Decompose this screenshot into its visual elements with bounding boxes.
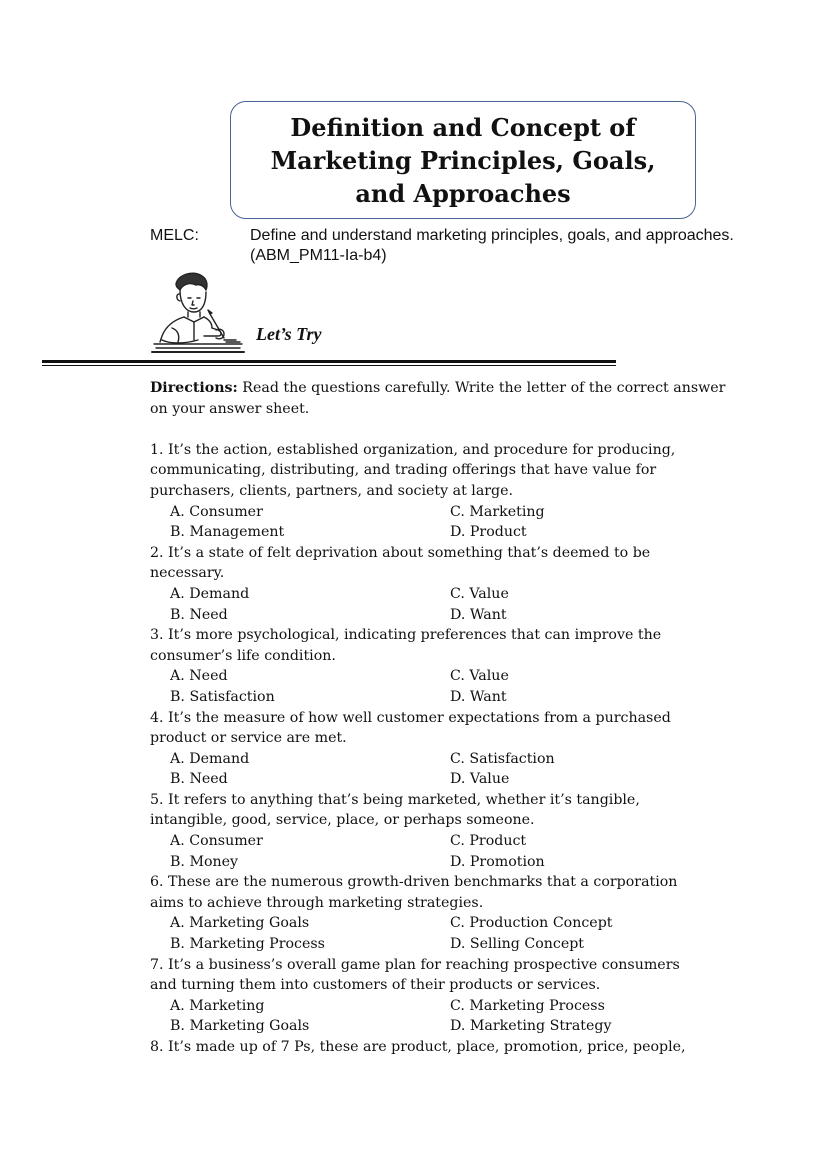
option-c: C. Product — [450, 833, 527, 850]
option-c: C. Production Concept — [450, 915, 613, 932]
option-d: D. Promotion — [450, 853, 545, 870]
option-b: B. Management — [170, 524, 285, 541]
question-line: intangible, good, service, place, or perhaps someone. — [150, 812, 535, 829]
option-a: A. Demand — [170, 750, 250, 767]
option-d: D. Selling Concept — [450, 936, 585, 953]
divider-thin — [42, 365, 616, 366]
option-a: A. Need — [170, 668, 228, 685]
quiz-content — [150, 378, 740, 1058]
option-b: B. Marketing Process — [170, 936, 325, 953]
option-b: B. Satisfaction — [170, 688, 275, 705]
title-line-2: Marketing Principles, Goals, — [270, 145, 656, 175]
option-a: A. Consumer — [170, 833, 263, 850]
option-d: D. Want — [450, 606, 507, 623]
question-4 — [150, 708, 740, 790]
option-b: B. Marketing Goals — [170, 1018, 310, 1035]
question-line: 7. It’s a business’s overall game plan for reaching prospective consumers — [150, 956, 680, 973]
question-line: consumer’s life condition. — [150, 647, 336, 664]
option-c: C. Satisfaction — [450, 750, 555, 767]
option-c: C. Value — [450, 668, 509, 685]
student-writing-icon — [150, 270, 246, 356]
title-box — [230, 101, 696, 219]
question-3 — [150, 625, 740, 707]
option-b: B. Money — [170, 853, 239, 870]
option-a: A. Consumer — [170, 503, 263, 520]
option-d: D. Marketing Strategy — [450, 1018, 612, 1035]
option-d: D. Want — [450, 688, 507, 705]
answer-options — [150, 913, 740, 954]
option-a: A. Marketing — [170, 997, 265, 1014]
question-line: product or service are met. — [150, 730, 347, 747]
option-a: A. Marketing Goals — [170, 915, 310, 932]
directions-label: Directions: — [150, 380, 238, 396]
question-7 — [150, 955, 740, 1037]
question-6 — [150, 872, 740, 954]
answer-options — [150, 584, 740, 625]
option-a: A. Demand — [170, 585, 250, 602]
question-line: necessary. — [150, 565, 225, 582]
question-5 — [150, 790, 740, 872]
answer-options — [150, 831, 740, 872]
option-c: C. Value — [450, 585, 509, 602]
option-c: C. Marketing Process — [450, 997, 605, 1014]
question-line: 4. It’s the measure of how well customer expectations from a purchased — [150, 709, 671, 726]
melc-text-line-1: Define and understand marketing principles, goals, and approaches. — [250, 227, 734, 244]
option-d: D. Product — [450, 524, 527, 541]
question-line: 5. It refers to anything that’s being marketed, whether it’s tangible, — [150, 791, 640, 808]
option-c: C. Marketing — [450, 503, 545, 520]
question-line: 6. These are the numerous growth-driven benchmarks that a corporation — [150, 874, 678, 891]
divider-thick — [42, 360, 616, 363]
melc-label: MELC: — [150, 227, 199, 244]
answer-options — [150, 666, 740, 707]
question-line: aims to achieve through marketing strategies. — [150, 894, 484, 911]
question-line: 3. It’s more psychological, indicating preferences that can improve the — [150, 627, 662, 644]
question-line: 8. It’s made up of 7 Ps, these are product, place, promotion, price, people, — [150, 1039, 686, 1055]
question-line: 1. It’s the action, established organization, and procedure for producing, — [150, 441, 676, 458]
answer-options — [150, 749, 740, 790]
answer-options — [150, 996, 740, 1037]
question-line: 2. It’s a state of felt deprivation about something that’s deemed to be — [150, 544, 651, 561]
answer-options — [150, 502, 740, 543]
question-line: purchasers, clients, partners, and society at large. — [150, 482, 514, 499]
directions — [150, 378, 740, 419]
title-line-1: Definition and Concept of — [290, 112, 636, 142]
question-8 — [150, 1037, 740, 1058]
question-line: communicating, distributing, and trading offerings that have value for — [150, 462, 657, 479]
directions-text-2: on your answer sheet. — [150, 400, 310, 417]
question-line: and turning them into customers of their products or services. — [150, 977, 601, 994]
melc-text — [250, 226, 734, 266]
title-line-3: and Approaches — [355, 178, 571, 208]
question-1 — [150, 440, 740, 543]
option-d: D. Value — [450, 771, 510, 788]
option-b: B. Need — [170, 771, 228, 788]
question-2 — [150, 543, 740, 625]
section-heading: Let’s Try — [256, 324, 322, 344]
directions-text-1: Read the questions carefully. Write the letter of the correct answer — [237, 380, 726, 396]
melc-text-line-2: (ABM_PM11-Ia-b4) — [250, 247, 387, 264]
option-b: B. Need — [170, 606, 228, 623]
